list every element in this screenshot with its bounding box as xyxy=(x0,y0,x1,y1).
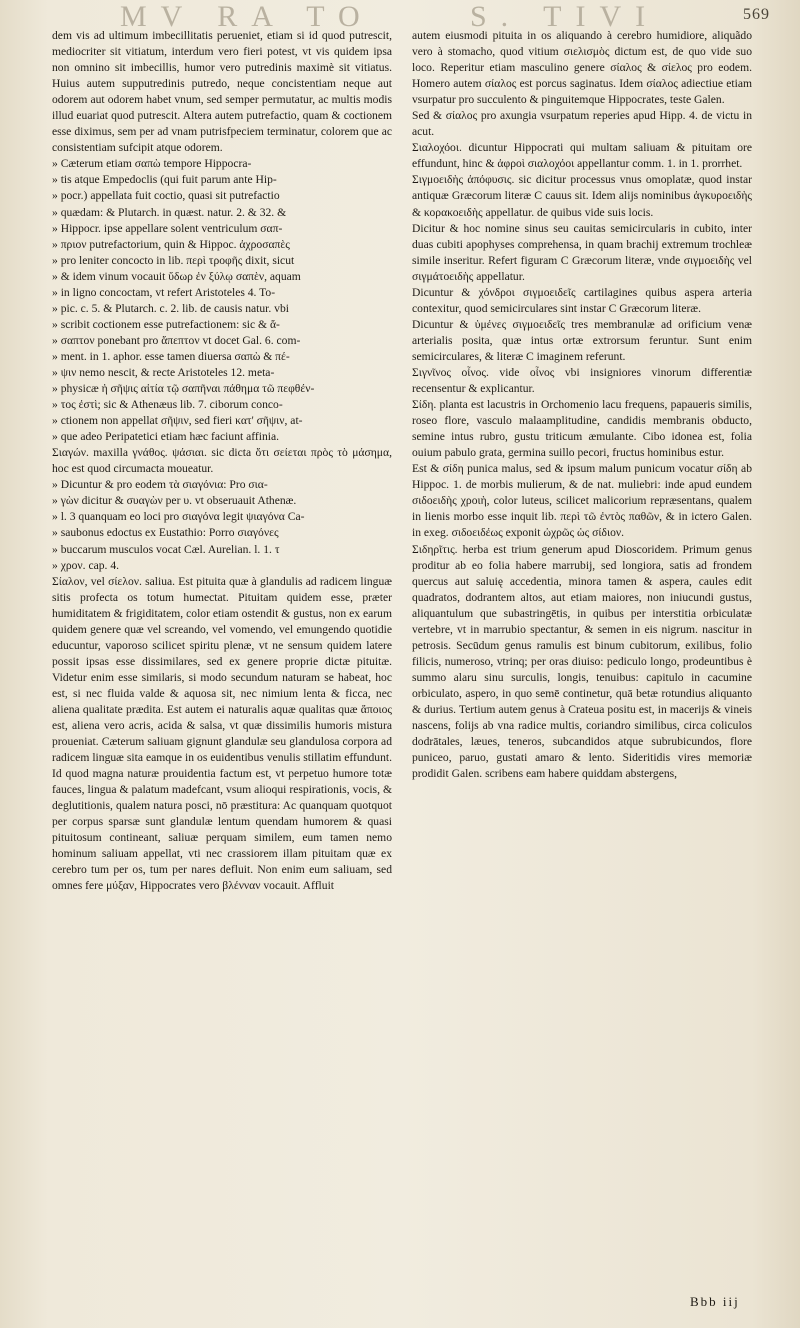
paragraph: » χρον. cap. 4. xyxy=(52,558,120,572)
paragraph: » τος ἐστὶ; sic & Athenæus lib. 7. ciborum conco- xyxy=(52,398,283,412)
paragraph: Σίδη. planta est lacustris in Orchomenio lacu frequens, papaueris similis, roseo flore, vasculo malaamplitudine, candidis membranis obducto, semine intus rubro, gustu triticum æmulante. Cibo idonea est, folia ouium pabulo grata, germina suillo pecori, fructus hominibus estur. xyxy=(412,398,752,460)
paragraph: Σίαλον, vel σίελον. saliua. Est pituita quæ à glandulis ad radicem linguæ sitis profecta os totum humectat. Pituitam quidem esse, præter humiditatem & frigiditatem, color etiam ostendit & gustus, non ex earum quidem genere quæ vel screando, vel vomendo, vel emungendo quotidie educuntur, vaporoso scilicet spiritu plenæ, vt ne sensum quidem latere possit ipsas esse dissimilares, sed ex genere proprie dictæ pituitæ. Videtur enim esse similaris, si modo secundum naturam se habeat, hoc est, si nec fluida valde & aquosa sit, nec nimium lenta & ficca, nec aliena qualitate prædita. Est autem ei naturalis aquæ qualitas quæ ἄποιος est, aliena vero acris, acida & salsa, vt quæ dissimilis humoris mistura proueniat. Cæterum saliuam gignunt glandulæ seu glandulosa corpora ad radicem linguæ sita eamque in os euidentibus venulis stillatim effundunt. Id quod magna naturæ prouidentia factum est, vt perpetuo humore totæ fauces, lingua & palatum madefcant, vsum alioqui respirationis, vocis, & deglutitionis, qualem natura posci, nō præstitura: Ac quanquam quotquot per corpus sparsæ sunt glandulæ lentum quendam humorem & quasi pituitosum contineant, saliuæ perquam similem, eum tamen nemo hominum saliuam appellat, vti nec crassiorem illam pituitam quæ ex cerebro tum per os, tum per nares defluit. Non enim eum saliuam, sed omnes fere μύξαν, Hippocrates vero βλένναν vocauit. Affluit xyxy=(52,574,392,893)
left-column xyxy=(52,28,392,895)
paragraph: » que adeo Peripatetici etiam hæc faciunt affinia. xyxy=(52,430,280,444)
paragraph: » Dicuntur & pro eodem τὰ σιαγόνια: Pro σια- xyxy=(52,478,268,492)
paragraph: Sed & σίαλος pro axungia vsurpatum reperies apud Hipp. 4. de victu in acut. xyxy=(412,109,752,139)
paragraph: Dicuntur & χόνδροι σιγμοειδεῖς cartilagines quibus aspera arteria contexitur, quod semicirculares sint instar Ϲ Græcorum literæ. xyxy=(412,285,752,315)
paragraph: Σιδηρῖτις. herba est trium generum apud Dioscoridem. Primum genus proditur ab eo folia habere marrubij, sed longiora, satis ad frondem quercus aut saluię accedentia, minora tamen & aspera, caules edit quadratos, dodrantem altos, aut etiam maiores, non iniucundi gustus, aliquantulum que subastringētis, in quibus per interstitia orbiculatæ vertebre, vt in marrubio spectantur, & semen in eis nigrum. nascitur in petrosis. Secūdum genus ramulis est binum cubitorum, exilibus, folio filicis, numeroso, vtrinq; per oras diuiso: pediculo longo, prodeuntibus è summo alaru sinu surculis, longis, tenuibus: capitulo in cacumine orbiculato, aspero, in quo semē continetur, quā betæ rotundius aliquanto & durius. Tertium autem genus à Crateua positu est, in macerijs & vineis nascens, folijs ab vna radice multis, coriandro similibus, circa coliculos dodrātales, læues, teneros, subcandidos atque subrubicundos, flore puniceo, paruo, gustati amaro & lento. Sideritidis vires memoriæ prodidit Galen. scribens eam habere quiddam abstergens, xyxy=(412,542,752,781)
running-head-left: MV RA TO xyxy=(120,0,374,33)
right-column xyxy=(412,28,752,782)
paragraph: » Cæterum etiam σαπὼ tempore Hippocra- xyxy=(52,157,252,171)
paragraph: » Hippocr. ipse appellare solent ventriculum σαπ- xyxy=(52,221,283,235)
paragraph: » σαπτον ponebant pro ἄπεπτον vt docet Gal. 6. com- xyxy=(52,333,301,347)
paragraph: Σιαγών. maxilla γνάθος. ψάσιαι. sic dicta ὅτι σείεται πρὸς τὸ μάσημα, hoc est quod circumacta moueatur. xyxy=(52,446,392,476)
paragraph: » pro leniter concocto in lib. περὶ τροφῆς dixit, sicut xyxy=(52,253,295,267)
paragraph: Est & σίδη punica malus, sed & ipsum malum punicum vocatur σίδη ab Hippoc. 1. de morbis mulierum, & de nat. muliebri: inde apud eundem σιδοειδὴς χροιὴ, color luteus, scilicet malicorium repræsentans, qualem in lienis morbo esse inquit lib. περὶ τῶ ἐντὸς παθῶν, & in ictero Galen. in exeg. σιδοειδέως exponit ὠχρῶς ὡς σίδιον. xyxy=(412,462,752,540)
paragraph: » l. 3 quanquam eo loci pro σιαγόνα legit ψιαγόνα Ca- xyxy=(52,510,305,524)
running-head-right: S. TIVI xyxy=(470,0,660,33)
paragraph: » & idem vinum vocauit ὕδωρ ἐν ξύλῳ σαπὲν, aquam xyxy=(52,269,301,283)
paragraph: » in ligno concoctam, vt refert Aristoteles 4. To- xyxy=(52,285,276,299)
paragraph: » saubonus edoctus ex Eustathio: Porro σιαγόνες xyxy=(52,526,279,540)
paragraph: Dicuntur & ὑμένες σιγμοειδεῖς tres membranulæ ad orificium venæ arterialis posita, quæ intus ortæ extrorsum feruntur. Sunt enim semicirculares, & literæ Ϲ imaginem referunt. xyxy=(412,317,752,363)
paragraph: Σιγμοειδὴς ἀπόφυσις. sic dicitur processus vnus omoplatæ, quod instar antiquæ Græcorum literæ Ϲ cauus sit. Idem alijs nominibus ἀγκυροειδὴς & κορακοειδὴς appellatur. de quibus vide suis locis. xyxy=(412,173,752,219)
paragraph: » ψιν nemo nescit, & recte Aristoteles 12. meta- xyxy=(52,365,275,379)
page-number: 569 xyxy=(743,6,770,23)
paragraph: » πριον putrefactorium, quin & Hippoc. ἀχροσαπὲς xyxy=(52,237,290,251)
paragraph: » scribit coctionem esse putrefactionem: sic & ἄ- xyxy=(52,317,280,331)
paragraph: » ment. in 1. aphor. esse tamen diuersa σαπὼ & πέ- xyxy=(52,349,290,363)
paragraph: » pocr.) appellata fuit coctio, quasi sit putrefactio xyxy=(52,189,280,203)
paragraph: » pic. c. 5. & Plutarch. c. 2. lib. de causis natur. vbi xyxy=(52,301,289,315)
paragraph: Σιαλοχόοι. dicuntur Hippocrati qui multam saliuam & pituitam ore effundunt, hinc & ἀφροὶ σιαλοχόοι appellantur comm. 1. in 1. prorrhet. xyxy=(412,141,752,171)
paragraph: » γὼν dicitur & συαγὼν per υ. vt obseruauit Athenæ. xyxy=(52,494,297,508)
paragraph: » physicæ ἡ σῆψις αἰτία τῷ σαπῆναι πάθημα τῶ πεφθέν- xyxy=(52,382,315,396)
signature-mark: Bbb iij xyxy=(690,1294,740,1309)
paragraph: » quædam: & Plutarch. in quæst. natur. 2. & 32. & xyxy=(52,205,287,219)
paragraph: » tis atque Empedoclis (qui fuit parum ante Hip- xyxy=(52,173,277,187)
paragraph: autem eiusmodi pituita in os aliquando à cerebro humidiore, aliquãdo vero à stomacho, quod vitium σιελισμὸς dictum est, de quo vide suo loco. Reperitur etiam masculino genere σίαλος & σίελος pro eodem. Homero autem σίαλος est porcus saginatus. Idem σίαλος adiectiue etiam vsurpatur pro succulento & pinguitemque Hippocrates, teste Galen. xyxy=(412,29,752,107)
paragraph: Σιγνῖνος οἶνος. vide οἶνος vbi insigniores vinorum differentiæ recensentur & explicantur. xyxy=(412,365,752,396)
paragraph: » ctionem non appellat σῆψιν, sed fieri κατ' σῆψιν, at- xyxy=(52,414,303,428)
paragraph: Dicitur & hoc nomine sinus seu cauitas semicircularis in cubito, inter duas cubiti apophyses comprehensa, in quam brachij extremum trochleæ simile inseritur. Refert figuram Ϲ Græcorum literæ, vnde σιγμοειδὴς vel σιγμάτοειδὴς appellatur. xyxy=(412,221,752,283)
paragraph: dem vis ad ultimum imbecillitatis perueniet, etiam si id quod putrescit, mediocriter sit vitiatum, interdum vero fieri potest, vt vis quidem ipsa non omnino sit imbecillis, humor vero putredinis maximè sit vitiatus. Huius autem supputredinis putredo, neque concistentiam neque aut odorem aut odorem habet vnum, sed semper permutatur, ac multis modis illud euariat quod putrescit. Altera autem putrefactio, quam & coctionem esse diximus, sem per ad vnam putrisfpeciem terminatur, colorem que ac consistentiam sufcipit atque odorem. xyxy=(52,29,392,155)
paragraph: » buccarum musculos vocat Cæl. Aurelian. l. 1. τ xyxy=(52,542,280,556)
